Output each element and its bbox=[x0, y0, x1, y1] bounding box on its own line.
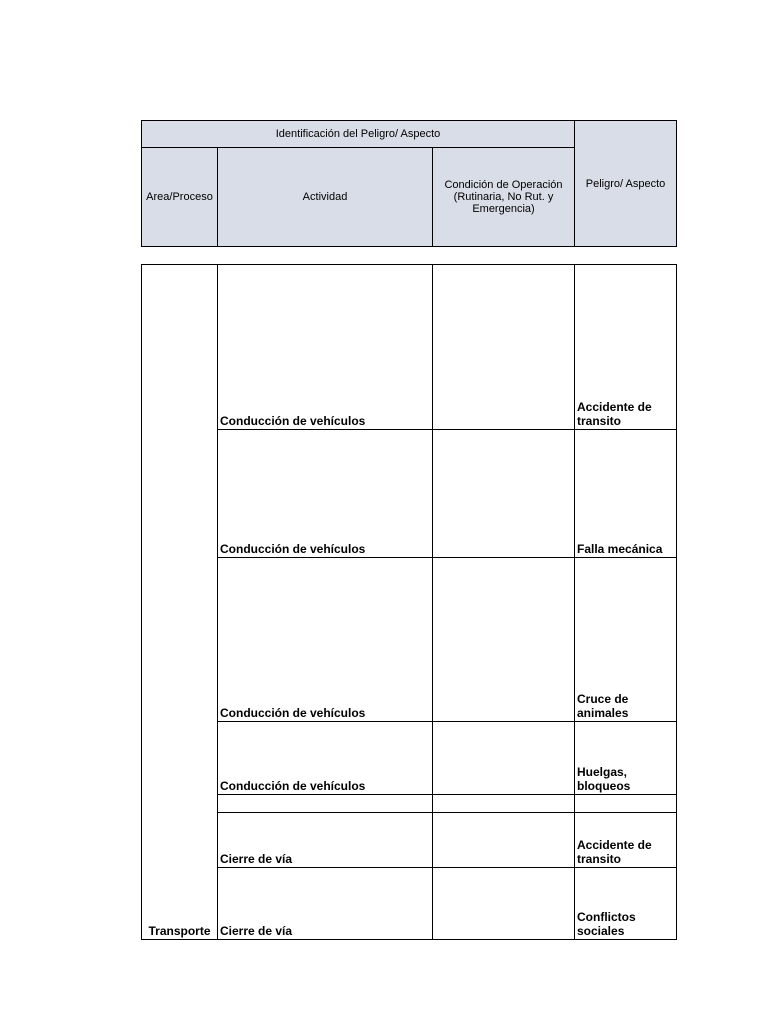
header-group-title: Identificación del Peligro/ Aspecto bbox=[142, 121, 575, 148]
peligro-cell: Huelgas, bloqueos bbox=[575, 722, 677, 795]
peligro-cell: Accidente de transito bbox=[575, 265, 677, 430]
table-row bbox=[142, 813, 677, 868]
condicion-cell bbox=[433, 558, 575, 722]
condicion-cell bbox=[433, 868, 575, 940]
actividad-cell: Conducción de vehículos bbox=[218, 722, 433, 795]
table-row bbox=[142, 265, 677, 430]
table-row bbox=[142, 558, 677, 722]
peligro-cell: Cruce de animales bbox=[575, 558, 677, 722]
condicion-cell bbox=[433, 722, 575, 795]
peligro-cell: Falla mecánica bbox=[575, 430, 677, 558]
header-peligro: Peligro/ Aspecto bbox=[575, 121, 677, 247]
area-cell: Transporte bbox=[142, 265, 218, 940]
condicion-cell bbox=[433, 430, 575, 558]
header-area: Area/Proceso bbox=[142, 148, 218, 247]
table-row bbox=[142, 795, 677, 813]
actividad-cell: Conducción de vehículos bbox=[218, 265, 433, 430]
table-row bbox=[142, 722, 677, 795]
hazard-table bbox=[141, 264, 677, 940]
table-row bbox=[142, 430, 677, 558]
peligro-cell: Accidente de transito bbox=[575, 813, 677, 868]
header-table bbox=[141, 120, 677, 247]
peligro-cell bbox=[575, 795, 677, 813]
peligro-cell: Conflictos sociales bbox=[575, 868, 677, 940]
actividad-cell: Conducción de vehículos bbox=[218, 558, 433, 722]
actividad-cell: Conducción de vehículos bbox=[218, 430, 433, 558]
actividad-cell: Cierre de vía bbox=[218, 868, 433, 940]
condicion-cell bbox=[433, 813, 575, 868]
condicion-cell bbox=[433, 265, 575, 430]
actividad-cell bbox=[218, 795, 433, 813]
actividad-cell: Cierre de vía bbox=[218, 813, 433, 868]
header-condicion: Condición de Operación (Rutinaria, No Rut. y Emergencia) bbox=[433, 148, 575, 247]
table-row bbox=[142, 868, 677, 940]
condicion-cell bbox=[433, 795, 575, 813]
header-actividad: Actividad bbox=[218, 148, 433, 247]
